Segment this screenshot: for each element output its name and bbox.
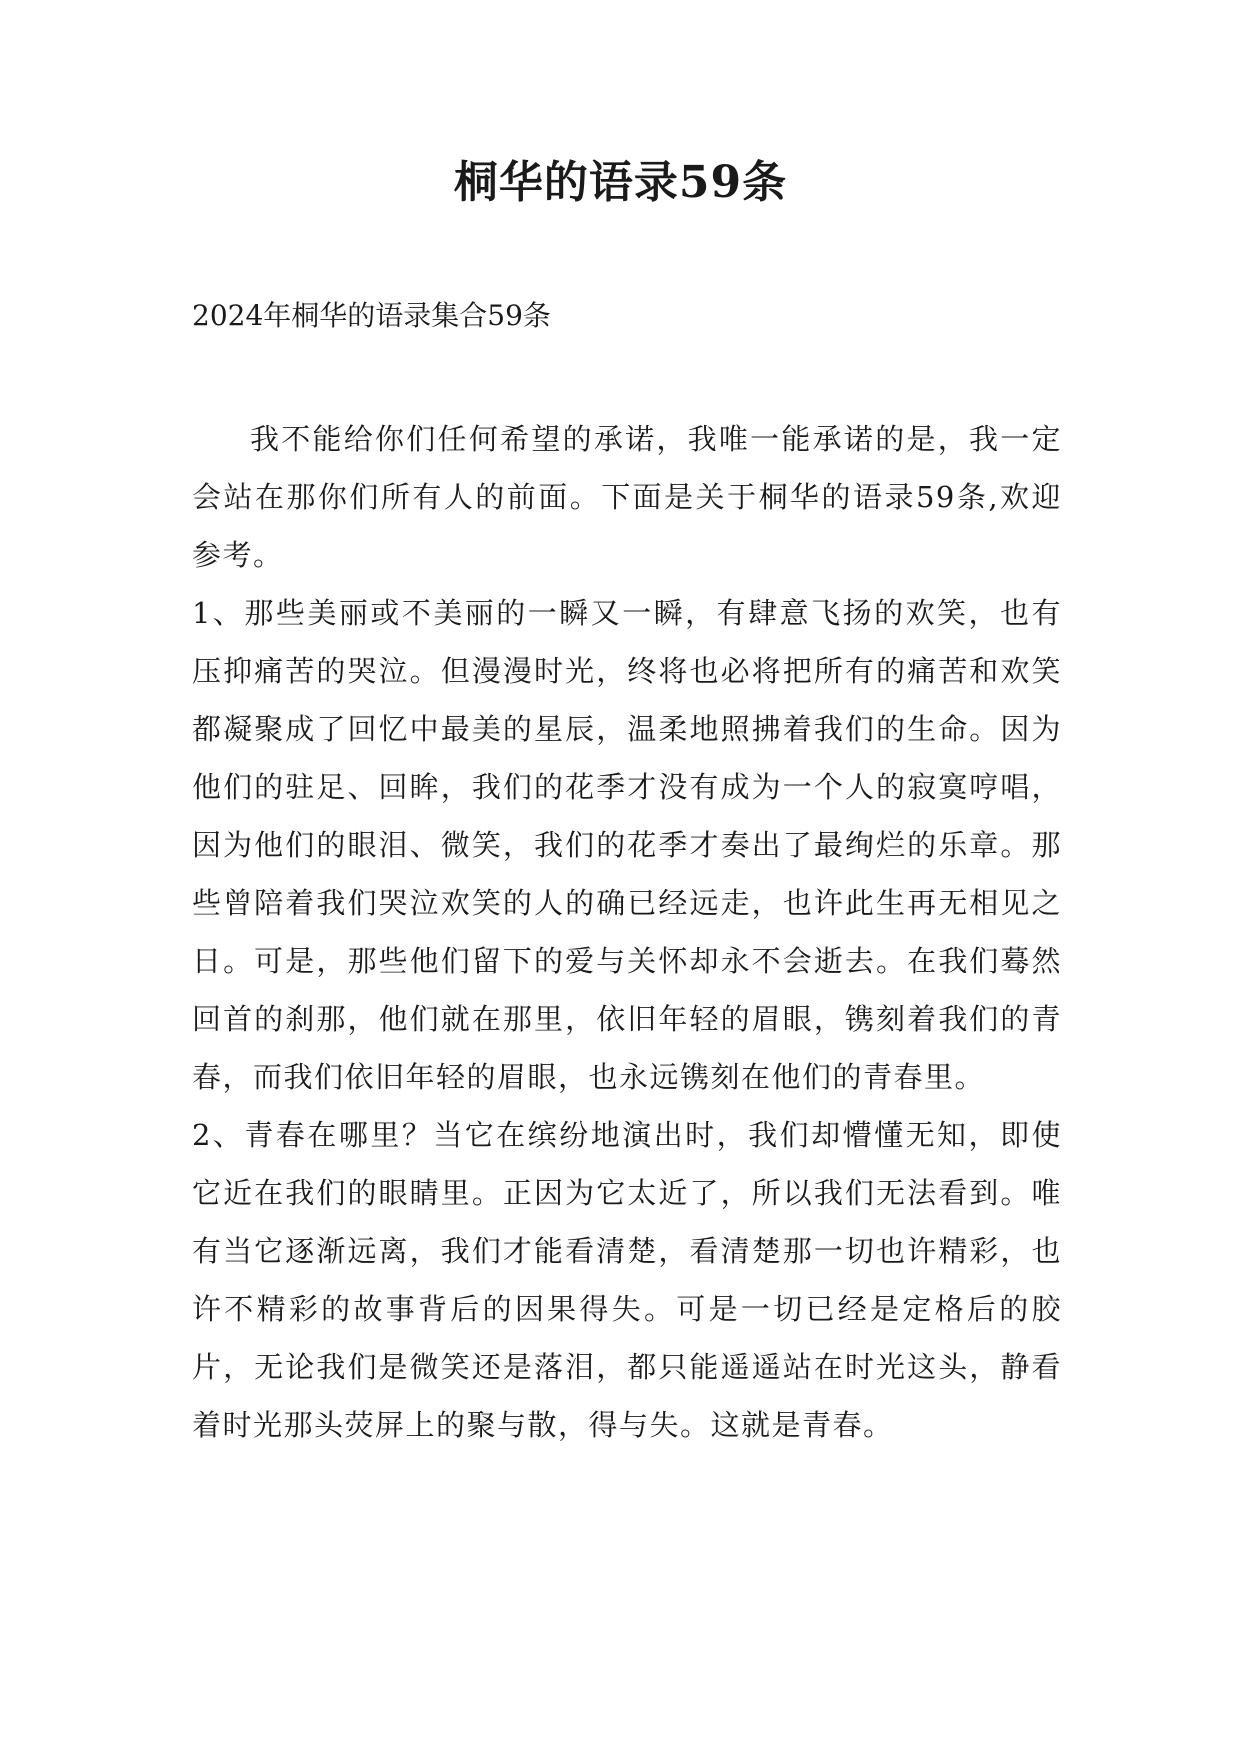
intro-paragraph: 我不能给你们任何希望的承诺，我唯一能承诺的是，我一定会站在那你们所有人的前面。下面是关于桐华的语录59条,欢迎参考。	[192, 422, 1062, 572]
document-title: 桐华的语录59条	[453, 157, 788, 208]
document-subtitle: 2024年桐华的语录集合59条	[192, 299, 551, 332]
quote-paragraph-2: 2、青春在哪里？当它在缤纷地演出时，我们却懵懂无知，即使它近在我们的眼睛里。正因为它太近了，所以我们无法看到。唯有当它逐渐远离，我们才能看清楚，看清楚那一切也许精彩，也许不精彩的故事背后的因果得失。可是一切已经是定格后的胶片，无论我们是微笑还是落泪，都只能遥遥站在时光这头，静看着时光那头荧屏上的聚与散，得与失。这就是青春。	[192, 1118, 1062, 1442]
document-body	[192, 410, 1062, 1454]
quote-paragraph-1: 1、那些美丽或不美丽的一瞬又一瞬，有肆意飞扬的欢笑，也有压抑痛苦的哭泣。但漫漫时光，终将也必将把所有的痛苦和欢笑都凝聚成了回忆中最美的星辰，温柔地照拂着我们的生命。因为他们的驻足、回眸，我们的花季才没有成为一个人的寂寞哼唱，因为他们的眼泪、微笑，我们的花季才奏出了最绚烂的乐章。那些曾陪着我们哭泣欢笑的人的确已经远走，也许此生再无相见之日。可是，那些他们留下的爱与关怀却永不会逝去。在我们蓦然回首的刹那，他们就在那里，依旧年轻的眉眼，镌刻着我们的青春，而我们依旧年轻的眉眼，也永远镌刻在他们的青春里。	[192, 596, 1062, 1094]
